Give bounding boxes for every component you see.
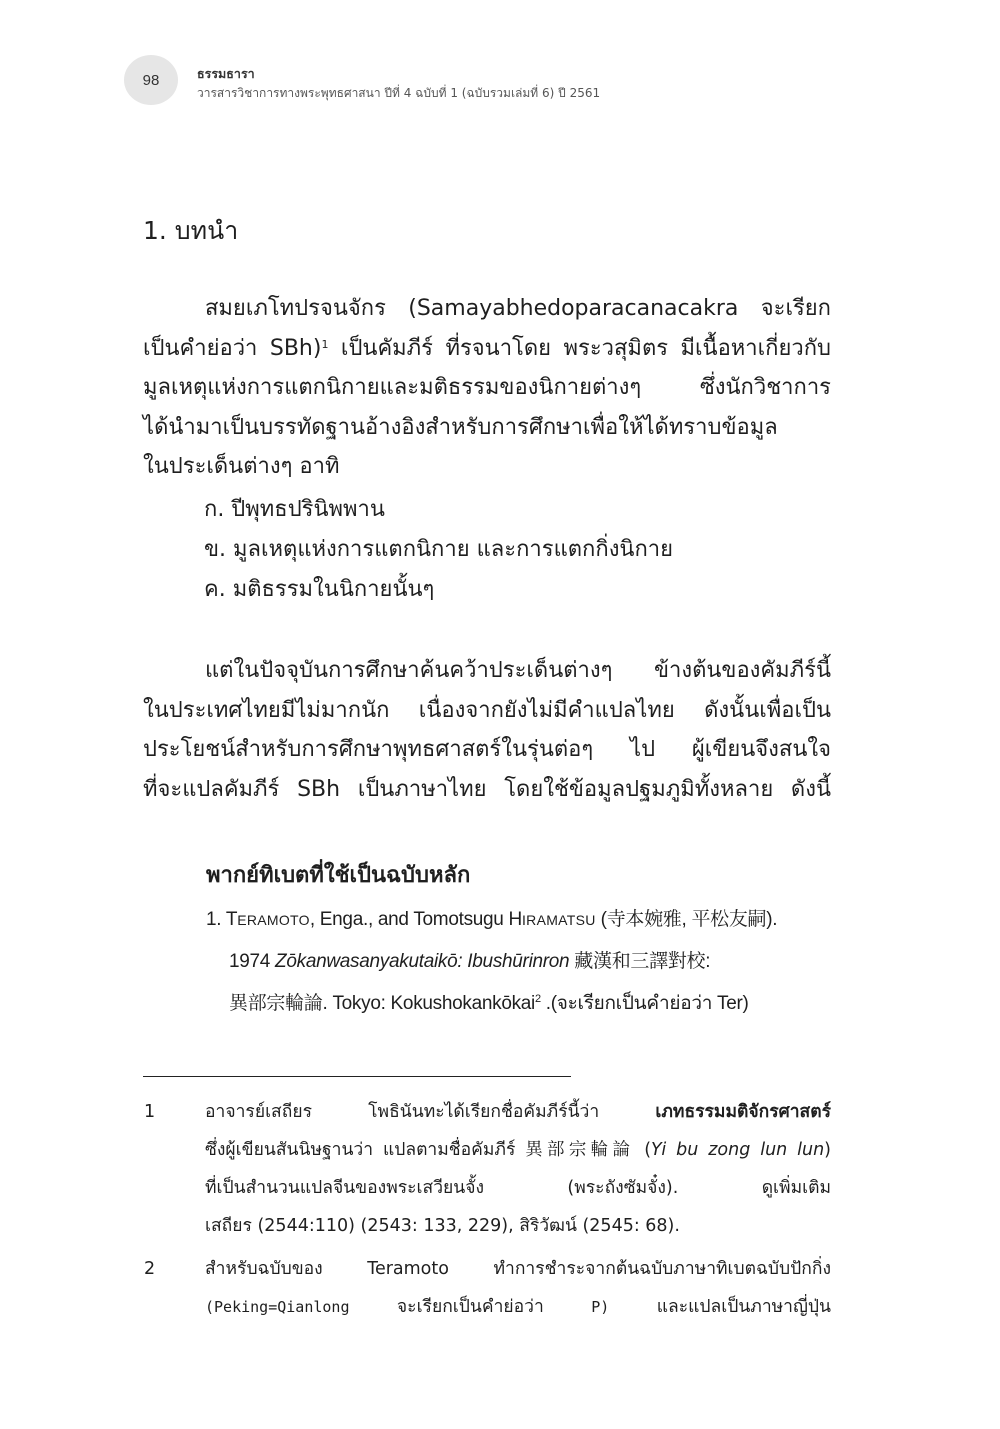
fn1-italic-title: Yi bu zong lun lun	[651, 1140, 825, 1160]
fn2-text: และแปลเป็นภาษาญี่ปุ่น	[609, 1297, 831, 1317]
ref-author1-smallcaps: ERAMOTO	[237, 912, 310, 928]
motivation-line-3: ประโยชน์สำหรับการศึกษาพุทธศาสตร์ในรุ่นต่อๆ ไป ผู้เขียนจึงสนใจ	[143, 737, 831, 762]
journal-name: ธรรมธารา	[197, 66, 255, 81]
footnote-line: เสถียร (2544:110) (2543: 133, 229), สิริวัฒน์ (2545: 68).	[205, 1216, 680, 1236]
reference-line-1	[206, 899, 777, 941]
footnote-body	[205, 1093, 831, 1245]
list-item: ข. มูลเหตุแห่งการแตกนิกาย และการแตกกิ่งนิกาย	[204, 537, 674, 562]
footnote-line	[205, 1288, 831, 1326]
intro-line-5: ในประเด็นต่างๆ อาทิ	[143, 454, 340, 479]
fn1-bold-title: เภทธรรมมติจักรศาสตร์	[655, 1102, 831, 1122]
reference-entry	[206, 899, 777, 1025]
ref-prefix: 1. T	[206, 909, 238, 930]
fn2-mono-text: (Peking=Qianlong	[205, 1298, 350, 1316]
topic-list	[204, 490, 673, 610]
footnote-ref-1[interactable]: 1	[321, 337, 329, 351]
ref-title-cjk: 藏漢和三譯對校:	[569, 951, 711, 972]
intro-line-2	[143, 329, 831, 369]
fn1-text: อาจารย์เสถียร โพธินันทะได้เรียกชื่อคัมภีร์นี้ว่า	[205, 1102, 656, 1122]
footnote-line: ที่เป็นสำนวนแปลจีนของพระเสวียนจั้ง (พระถังซัมจั๋ง). ดูเพิ่มเติม	[205, 1178, 831, 1198]
intro-line-2-end: เป็นคัมภีร์ ที่รจนาโดย พระวสุมิตร มีเนื้อหาเกี่ยวกับ	[328, 335, 832, 361]
page-number: 98	[142, 71, 160, 89]
journal-subtitle: วารสารวิชาการทางพระพุทธศาสนา ปีที่ 4 ฉบับที่ 1 (ฉบับรวมเล่มที่ 6) ปี 2561	[197, 86, 601, 100]
list-item: ค. มติธรรมในนิกายนั้นๆ	[204, 577, 435, 602]
ref-cjk-authors: (寺本婉雅, 平松友嗣).	[595, 909, 778, 930]
footnote-number: 1	[144, 1102, 156, 1122]
section-title: 1. บทนำ	[143, 216, 239, 245]
motivation-paragraph	[143, 651, 831, 809]
footnote-body	[205, 1250, 831, 1326]
footnote-ref-2[interactable]: 2	[534, 993, 541, 1005]
list-item: ก. ปีพุทธปรินิพพาน	[204, 497, 385, 522]
footnote-line	[205, 1131, 831, 1169]
footnote-line: สำหรับฉบับของ Teramoto ทำการชำระจากต้นฉบับภาษาทิเบตฉบับปักกิ่ง	[205, 1259, 831, 1279]
intro-paragraph	[143, 289, 831, 487]
footnote-line	[205, 1093, 831, 1131]
ref-title: Zōkanwasanyakutaikō: Ibushūrinron	[275, 951, 570, 972]
intro-line-4: ได้นำมาเป็นบรรทัดฐานอ้างอิงสำหรับการศึกษาเพื่อให้ได้ทราบข้อมูล	[143, 414, 778, 440]
motivation-line-1: แต่ในปัจจุบันการศึกษาค้นคว้าประเด็นต่างๆ ข้างต้นของคัมภีร์นี้	[205, 658, 831, 683]
motivation-line-2: ในประเทศไทยมีไม่มากนัก เนื่องจากยังไม่มีคำแปลไทย ดังนั้นเพื่อเป็น	[143, 697, 831, 723]
ref-authors-mid: , Enga., and Tomotsugu H	[309, 909, 522, 930]
ref-author2-smallcaps: IRAMATSU	[521, 912, 596, 928]
fn1-text: ซึ่งผู้เขียนสันนิษฐานว่า แปลตามชื่อคัมภีร์ 異部宗輪論 (	[205, 1140, 652, 1160]
ref-year: 1974	[229, 951, 276, 972]
reference-line-3	[206, 983, 777, 1025]
fn1-text: )	[824, 1140, 831, 1160]
fn2-text: จะเรียกเป็นคำย่อว่า	[349, 1297, 592, 1317]
footnote-number: 2	[144, 1259, 156, 1279]
fn2-mono-text: P)	[591, 1298, 610, 1316]
motivation-line-4: ที่จะแปลคัมภีร์ SBh เป็นภาษาไทย โดยใช้ข้อมูลปฐมภูมิทั้งหลาย ดังนี้	[143, 776, 831, 802]
intro-line-1: สมยเภโทปรจนจักร (Samayabhedoparacanacakra จะเรียก	[205, 296, 831, 321]
sources-heading: พากย์ทิเบตที่ใช้เป็นฉบับหลัก	[206, 863, 471, 888]
ref-publisher: 異部宗輪論. Tokyo: Kokushokankōkai	[229, 993, 535, 1014]
page-number-badge	[124, 55, 178, 105]
reference-line-2	[206, 941, 777, 983]
ref-abbrev: .(จะเรียกเป็นคำย่อว่า Ter)	[540, 993, 749, 1014]
intro-line-2-start: เป็นคำย่อว่า SBh)	[143, 335, 322, 361]
footnote-divider	[143, 1076, 571, 1077]
intro-line-3: มูลเหตุแห่งการแตกนิกายและมติธรรมของนิกายต่างๆ ซึ่งนักวิชาการ	[143, 375, 831, 400]
